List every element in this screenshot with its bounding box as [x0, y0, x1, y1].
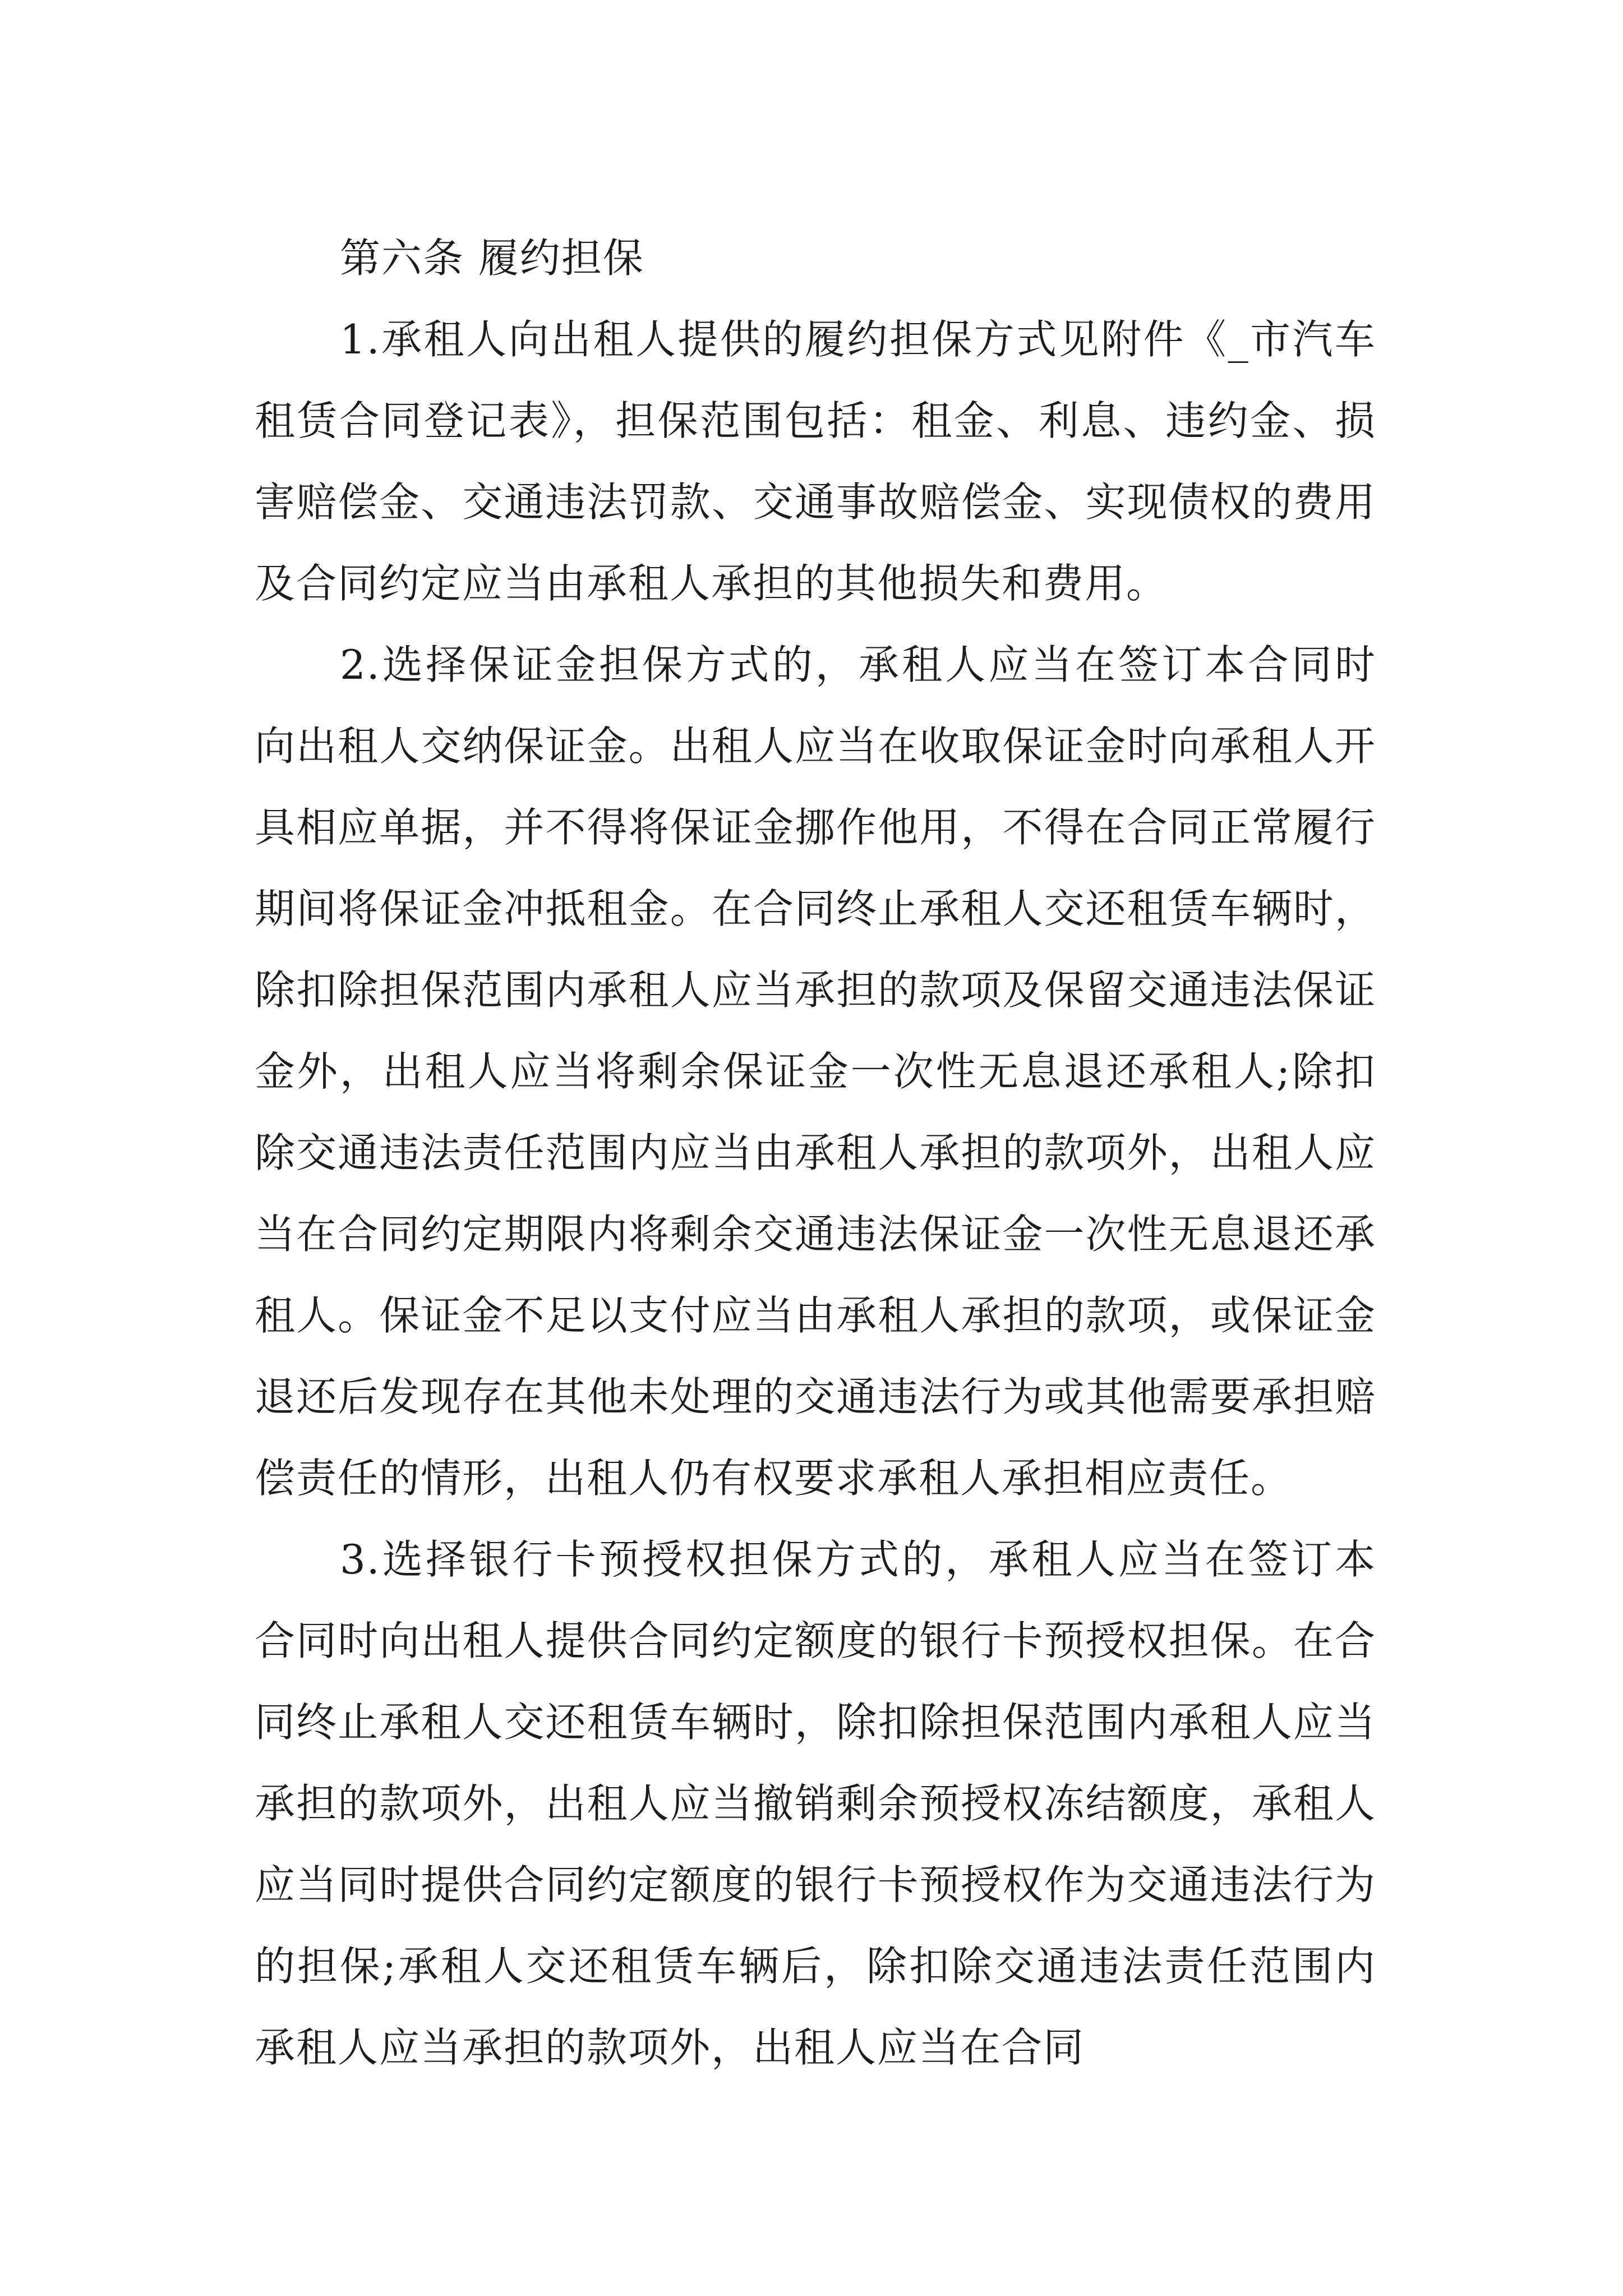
clause-3-paragraph: 3.选择银行卡预授权担保方式的，承租人应当在签订本合同时向出租人提供合同约定额度的银行卡预授权担保。在合同终止承租人交还租赁车辆时，除扣除担保范围内承租人应当承担的款项外，出租人应当撤销剩余预授权冻结额度，承租人应当同时提供合同约定额度的银行卡预授权作为交通违法行为的担保;承租人交还租赁车辆后，除扣除交通违法责任范围内承租人应当承担的款项外，出租人应当在合同: [255, 1536, 1376, 2071]
document-body: [255, 218, 1376, 2088]
clause-1-paragraph: 1.承租人向出租人提供的履约担保方式见附件《_市汽车租赁合同登记表》，担保范围包括：租金、利息、违约金、损害赔偿金、交通违法罚款、交通事故赔偿金、实现债权的费用及合同约定应当由承租人承担的其他损失和费用。: [255, 316, 1376, 607]
clause-2-paragraph: 2.选择保证金担保方式的，承租人应当在签订本合同时向出租人交纳保证金。出租人应当在收取保证金时向承租人开具相应单据，并不得将保证金挪作他用，不得在合同正常履行期间将保证金冲抵租金。在合同终止承租人交还租赁车辆时，除扣除担保范围内承租人应当承担的款项及保留交通违法保证金外，出租人应当将剩余保证金一次性无息退还承租人;除扣除交通违法责任范围内应当由承租人承担的款项外，出租人应当在合同约定期限内将剩余交通违法保证金一次性无息退还承租人。保证金不足以支付应当由承租人承担的款项，或保证金退还后发现存在其他未处理的交通违法行为或其他需要承担赔偿责任的情形，出租人仍有权要求承租人承担相应责任。: [255, 641, 1376, 1502]
article-heading: 第六条 履约担保: [340, 234, 644, 282]
